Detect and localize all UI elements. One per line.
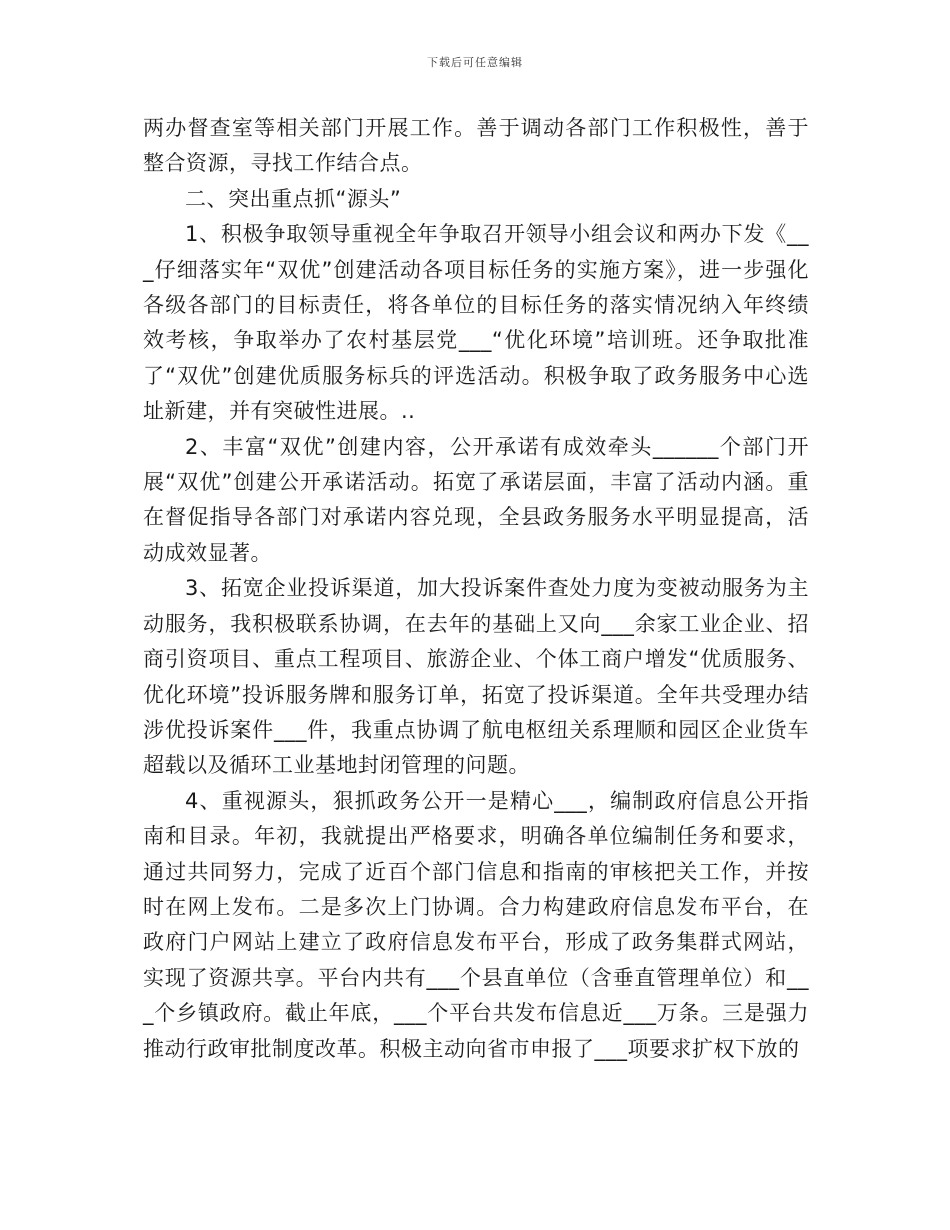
paragraph: 两办督查室等相关部门开展工作。善于调动各部门工作积极性，善于整合资源，寻找工作结合点。 (143, 116, 809, 176)
paragraph: 2、丰富“双优”创建内容，公开承诺有成效牵头______个部门开展“双优”创建公开承诺活动。拓宽了承诺层面，丰富了活动内涵。重在督促指导各部门对承诺内容兑现，全县政务服务水平明显提高，活动成效显著。 (143, 434, 809, 565)
header-note: 下载后可任意编辑 (427, 56, 523, 69)
paragraph: 4、重视源头，狠抓政务公开一是精心___，编制政府信息公开指南和目录。年初，我就提出严格要求，明确各单位编制任务和要求，通过共同努力，完成了近百个部门信息和指南的审核把关工作，并按时在网上发布。二是多次上门协调。合力构建政府信息发布平台，在政府门户网站上建立了政府信息发布平台，形成了政务集群式网站，实现了资源共享。平台内共有___个县直单位（含垂直管理单位）和___个乡镇政府。截止年底，___个平台共发布信息近___万条。三是强力推动行政审批制度改革。积极主动向省市申报了___项要求扩权下放的 (143, 788, 809, 1061)
paragraph: 3、拓宽企业投诉渠道，加大投诉案件查处力度为变被动服务为主动服务，我积极联系协调，在去年的基础上又向___余家工业企业、招商引资项目、重点工程项目、旅游企业、个体工商户增发“优质服务、优化环境”投诉服务牌和服务订单，拓宽了投诉渠道。全年共受理办结涉优投诉案件___件，我重点协调了航电枢纽关系理顺和园区企业货车超载以及循环工业基地封闭管理的问题。 (143, 576, 809, 778)
document-body (143, 111, 809, 1067)
section-heading: 二、突出重点抓“源头” (185, 186, 402, 211)
paragraph: 1、积极争取领导重视全年争取召开领导小组会议和两办下发《___仔细落实年“双优”创建活动各项目标任务的实施方案》，进一步强化各级各部门的目标责任，将各单位的目标任务的落实情况纳入年终绩效考核，争取举办了农村基层党___“优化环境”培训班。还争取批准了“双优”创建优质服务标兵的评选活动。积极争取了政务服务中心选址新建，并有突破性进展。.. (143, 222, 809, 424)
